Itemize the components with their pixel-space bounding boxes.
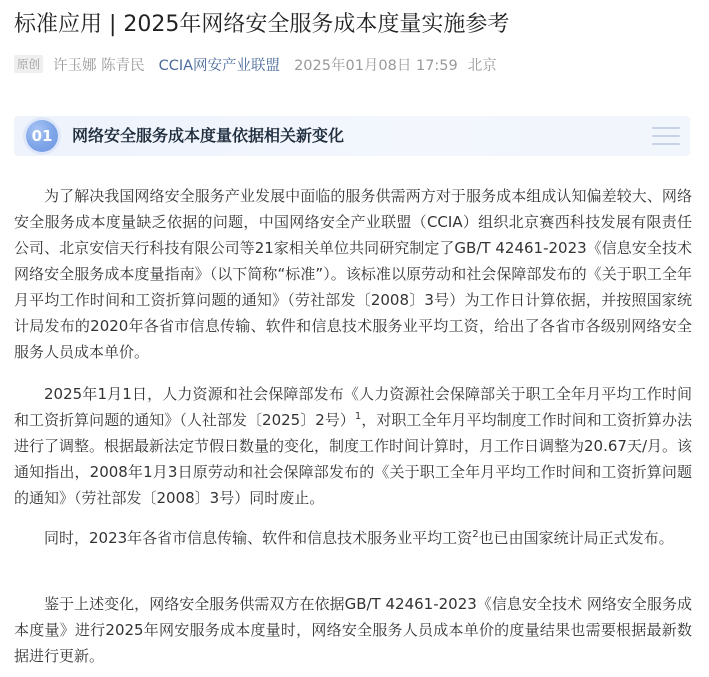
section-header	[14, 116, 690, 156]
paragraph-1: 为了解决我国网络安全服务产业发展中面临的服务供需两方对于服务成本组成认知偏差较大、网络安全服务成本度量缺乏依据的问题，中国网络安全产业联盟（CCIA）组织北京赛西科技发展有限责任公司、北京安信天行科技有限公司等21家相关单位共同研究制定了GB/T 42461-2023《信息安全技术 网络安全服务成本度量指南》（以下简称“标准”）。该标准以原劳动和社会保障部发布的《关于职工全年月平均工作时间和工资折算问题的通知》（劳社部发〔2008〕3号）为工作日计算依据，并按照国家统计局发布的2020年各省市信息传输、软件和信息技术服务业平均工资，给出了各省市各级别网络安全服务人员成本单价。	[14, 187, 692, 361]
author-names: 许玉娜 陈青民	[53, 57, 145, 74]
paragraph-2-text-a: 2025年1月1日，人力资源和社会保障部发布《人力资源社会保障部关于职工全年月平均工作时间和工资折算问题的通知》（人社部发〔2025〕2号）	[14, 385, 692, 429]
article-meta	[14, 53, 497, 75]
paragraph-3-text-a: 同时，2023年各省市信息传输、软件和信息技术服务业平均工资	[44, 529, 473, 547]
footnote-ref-1[interactable]: 1	[354, 411, 362, 422]
paragraph-3	[14, 525, 692, 551]
paragraph-4: 鉴于上述变化，网络安全服务供需双方在依据GB/T 42461-2023《信息安全技术 网络安全服务成本度量》进行2025年网安服务成本度量时，网络安全服务人员成本单价的度量结果也需要根据最新数据进行更新。	[14, 595, 692, 665]
section-title: 网络安全服务成本度量依据相关新变化	[72, 126, 345, 145]
paragraph-3-text-b: 也已由国家统计局正式发布。	[478, 529, 674, 547]
paragraph-2-text-b: ，对职工全年月平均制度工作时间和工资折算办法进行了调整。根据最新法定节假日数量的变化，制度工作时间计算时，月工作日调整为20.67天/月。该通知指出，2008年1月3日原劳动和社会保障部发布的《关于职工全年月平均工作时间和工资折算问题的通知》（劳社部发〔2008〕3号）同时废止。	[14, 411, 693, 507]
paragraph-2	[14, 381, 692, 511]
publish-location: 北京	[467, 57, 497, 74]
publish-datetime: 2025年01月08日 17:59	[294, 57, 458, 74]
section-number-badge: 01	[26, 120, 58, 152]
account-name-link[interactable]: CCIA网安产业联盟	[158, 57, 281, 74]
article-title: 标准应用 | 2025年网络安全服务成本度量实施参考	[14, 12, 510, 37]
original-badge: 原创	[14, 55, 43, 73]
menu-icon	[652, 124, 680, 148]
footnote-ref-2[interactable]: 2	[472, 529, 479, 540]
